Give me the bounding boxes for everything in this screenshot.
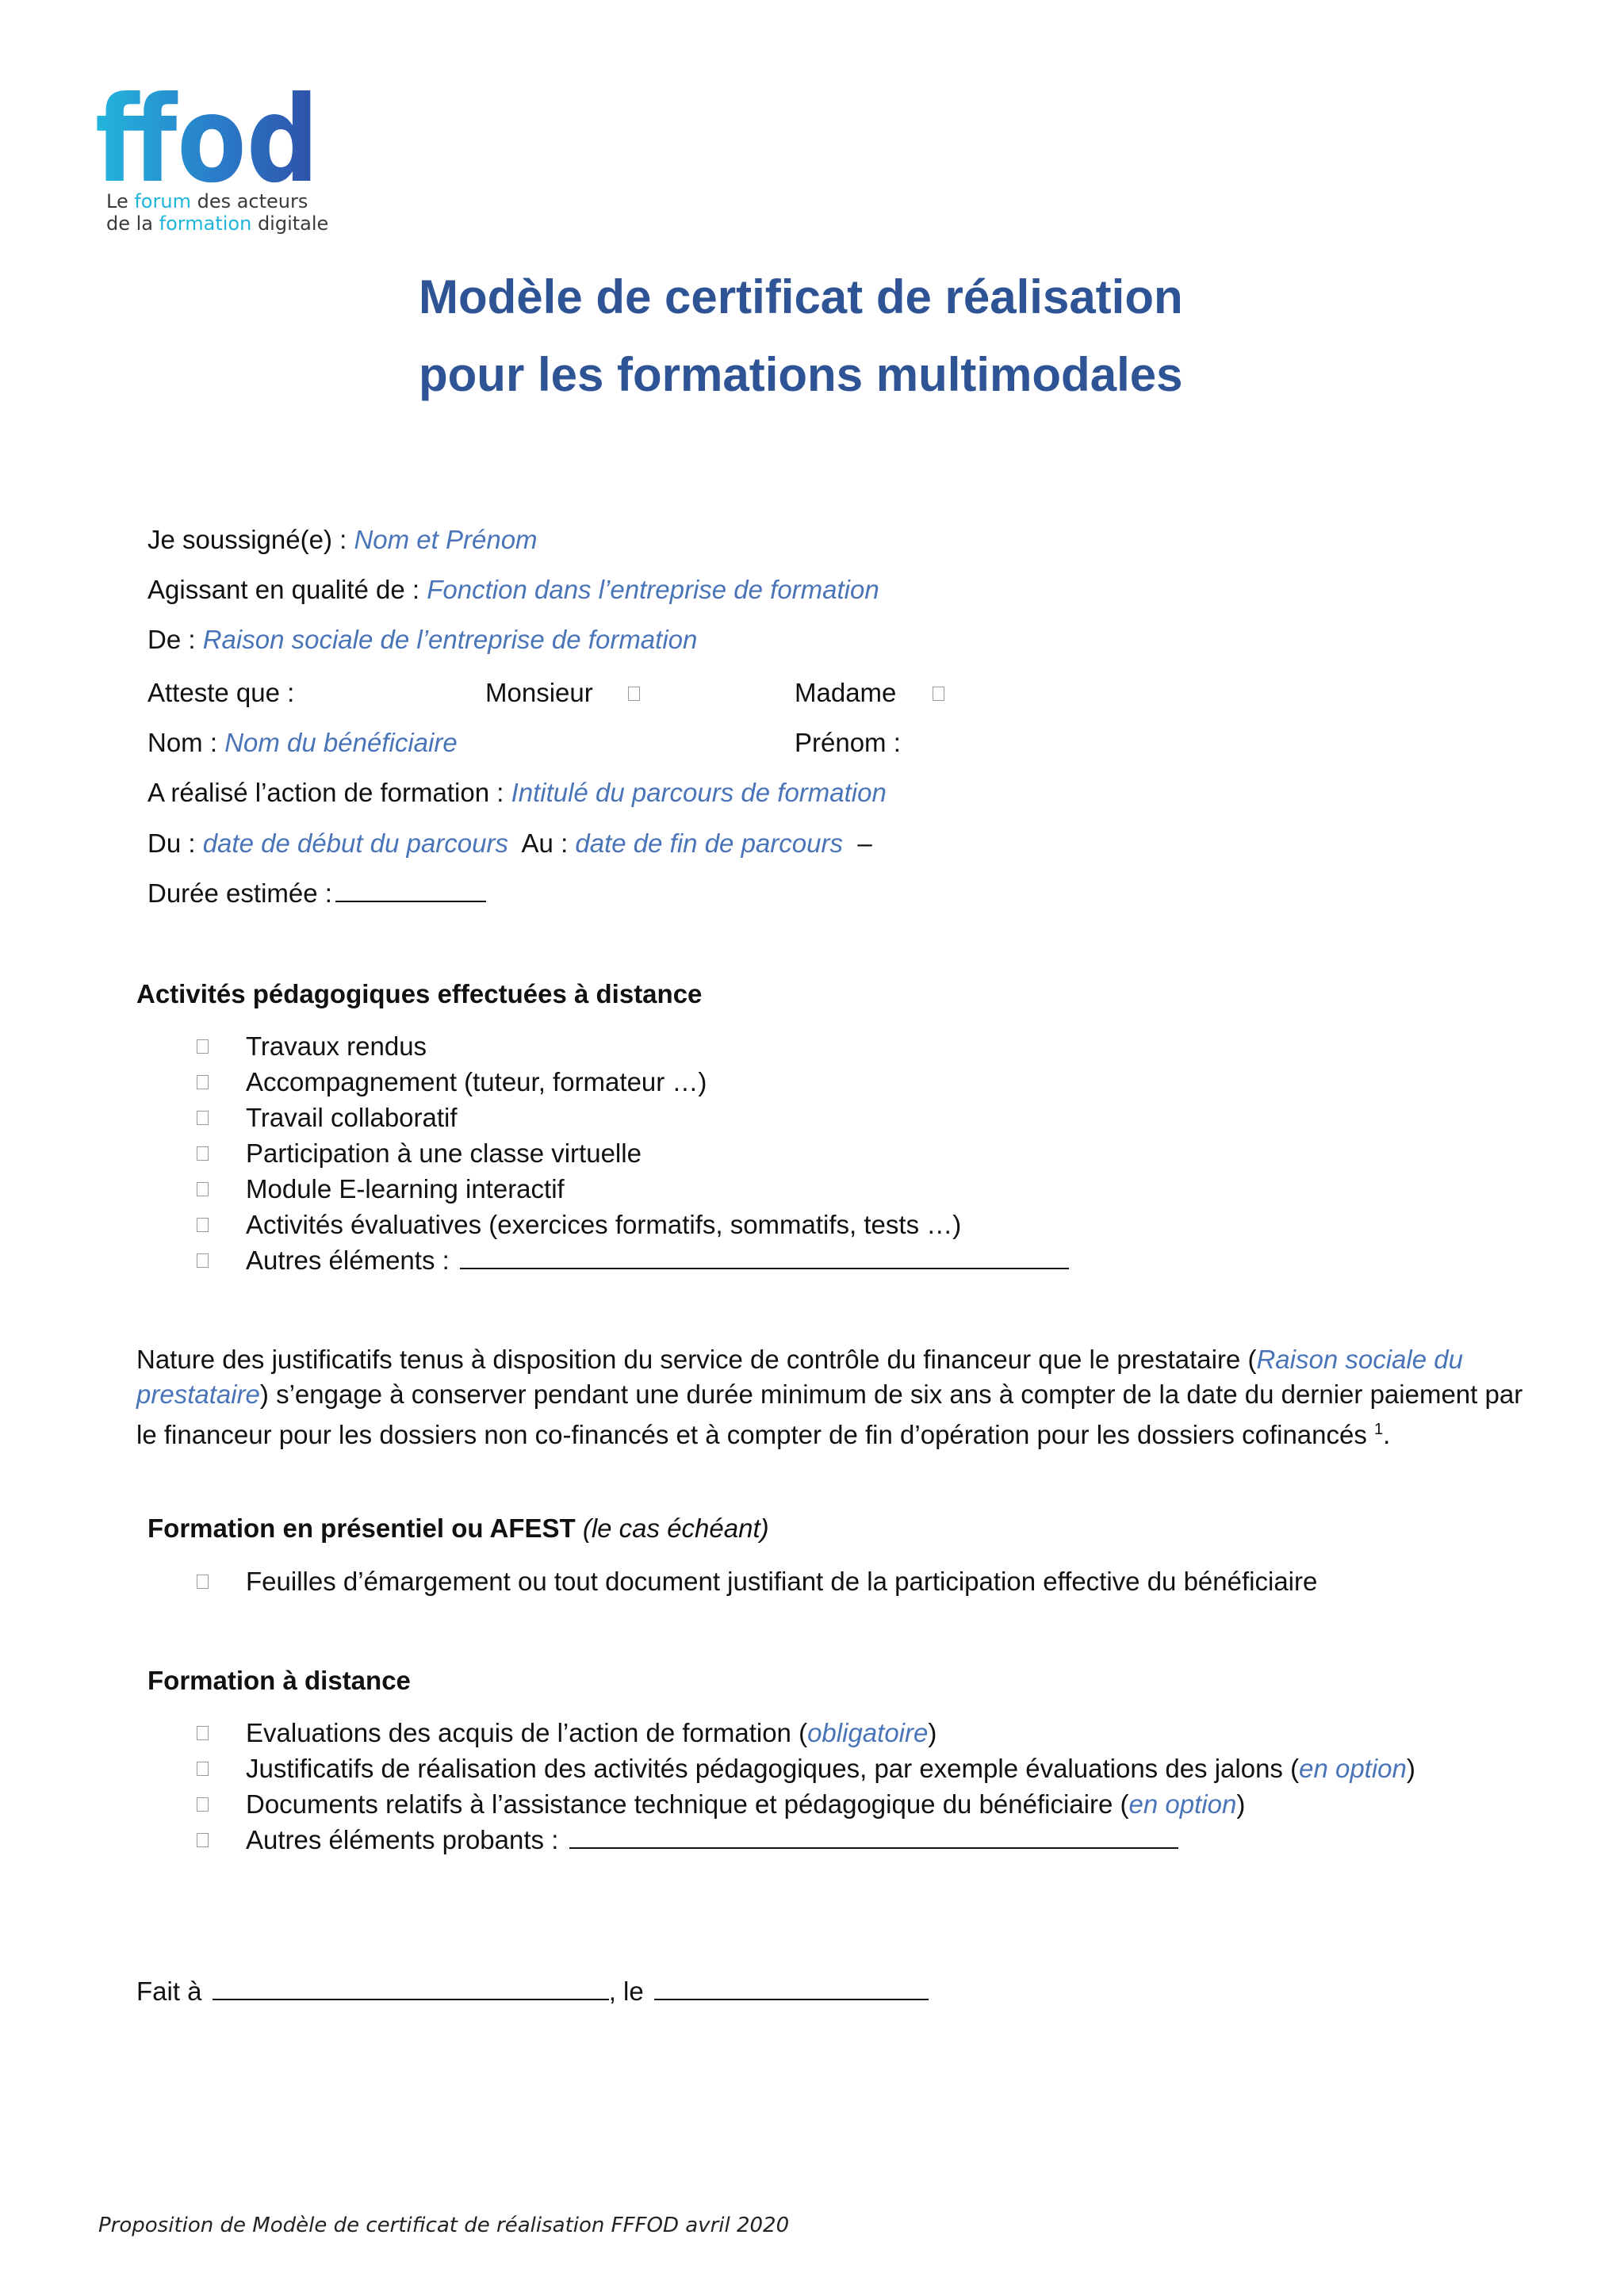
qualite-field[interactable]: Fonction dans l’entreprise de formation: [427, 575, 879, 604]
item-checkbox[interactable]: [197, 1146, 209, 1161]
footer-text: Proposition de Modèle de certificat de réalisation FFFOD avril 2020: [98, 2214, 790, 2237]
item-checkbox[interactable]: [197, 1039, 209, 1054]
item-checkbox[interactable]: [197, 1762, 209, 1776]
date-debut-field[interactable]: date de début du parcours: [202, 828, 508, 858]
autres-elements-probants-blank[interactable]: [569, 1825, 1178, 1849]
soussigne-field[interactable]: Nom et Prénom: [354, 525, 538, 554]
item-checkbox[interactable]: [197, 1182, 209, 1196]
nom-field[interactable]: Nom du bénéficiaire: [224, 728, 458, 757]
madame-checkbox[interactable]: [933, 687, 944, 701]
qualite-line: Agissant en qualité de : Fonction dans l’entreprise de formation: [147, 575, 879, 604]
fait-a-blank[interactable]: [213, 1976, 609, 2000]
title-line-1: Modèle de certificat de réalisation: [419, 270, 1183, 323]
date-fin-field[interactable]: date de fin de parcours: [575, 828, 843, 858]
madame-label: Madame: [795, 678, 897, 707]
duree-line: Durée estimée :: [147, 878, 486, 909]
presentiel-heading: Formation en présentiel ou AFEST (le cas échéant): [147, 1513, 769, 1543]
distance-heading: Formation à distance: [147, 1666, 411, 1695]
monsieur-checkbox[interactable]: [628, 687, 640, 701]
dates-line: Du : date de début du parcours Au : date de fin de parcours –: [147, 828, 872, 858]
duree-blank[interactable]: [335, 878, 486, 902]
raison-sociale-field[interactable]: Raison sociale de l’entreprise de formation: [202, 625, 698, 654]
justificatifs-paragraph: Nature des justificatifs tenus à disposition du service de contrôle du financeur que le prestataire (Raison sociale du prestataire) s’engage à conserver pendant une durée minimum de six ans à compter de la date du dernier paiement par le financeur pour les dossiers non co-financés et à compter de fin d’opération pour les dossiers cofinancés $^1$.: [136, 1345, 1523, 1449]
logo-tagline-1: Le forum des acteurs: [106, 190, 308, 212]
logo-wordmark: [95, 87, 325, 190]
logo-wordmark-text: ffod: [95, 87, 319, 190]
item-checkbox[interactable]: [197, 1111, 209, 1125]
distance-activities-heading: Activités pédagogiques effectuées à distance: [136, 979, 703, 1008]
logo: [95, 87, 333, 238]
item-checkbox[interactable]: [197, 1833, 209, 1847]
item-checkbox[interactable]: [197, 1797, 209, 1812]
de-line: De : Raison sociale de l’entreprise de formation: [147, 625, 698, 654]
atteste-label: Atteste que :: [147, 678, 295, 707]
action-field[interactable]: Intitulé du parcours de formation: [511, 778, 887, 807]
nom-line: Nom : Nom du bénéficiaire: [147, 728, 458, 757]
title-line-2: pour les formations multimodales: [419, 348, 1183, 401]
monsieur-label: Monsieur: [485, 678, 593, 707]
item-checkbox[interactable]: [197, 1075, 209, 1089]
signature-line: Fait à , le: [136, 1976, 929, 2007]
raison-sociale-prestataire-field[interactable]: Raison sociale du prestataire: [136, 1345, 1463, 1409]
soussigne-line: Je soussigné(e) : Nom et Prénom: [147, 525, 538, 554]
item-checkbox[interactable]: [197, 1575, 209, 1589]
autres-elements-blank[interactable]: [460, 1246, 1069, 1269]
prenom-label: Prénom :: [795, 728, 901, 757]
action-line: A réalisé l’action de formation : Intitulé du parcours de formation: [147, 778, 887, 807]
item-checkbox[interactable]: [197, 1726, 209, 1740]
logo-tagline-2: de la formation digitale: [106, 212, 329, 235]
date-blank[interactable]: [654, 1976, 929, 2000]
item-checkbox[interactable]: [197, 1218, 209, 1232]
item-checkbox[interactable]: [197, 1253, 209, 1268]
